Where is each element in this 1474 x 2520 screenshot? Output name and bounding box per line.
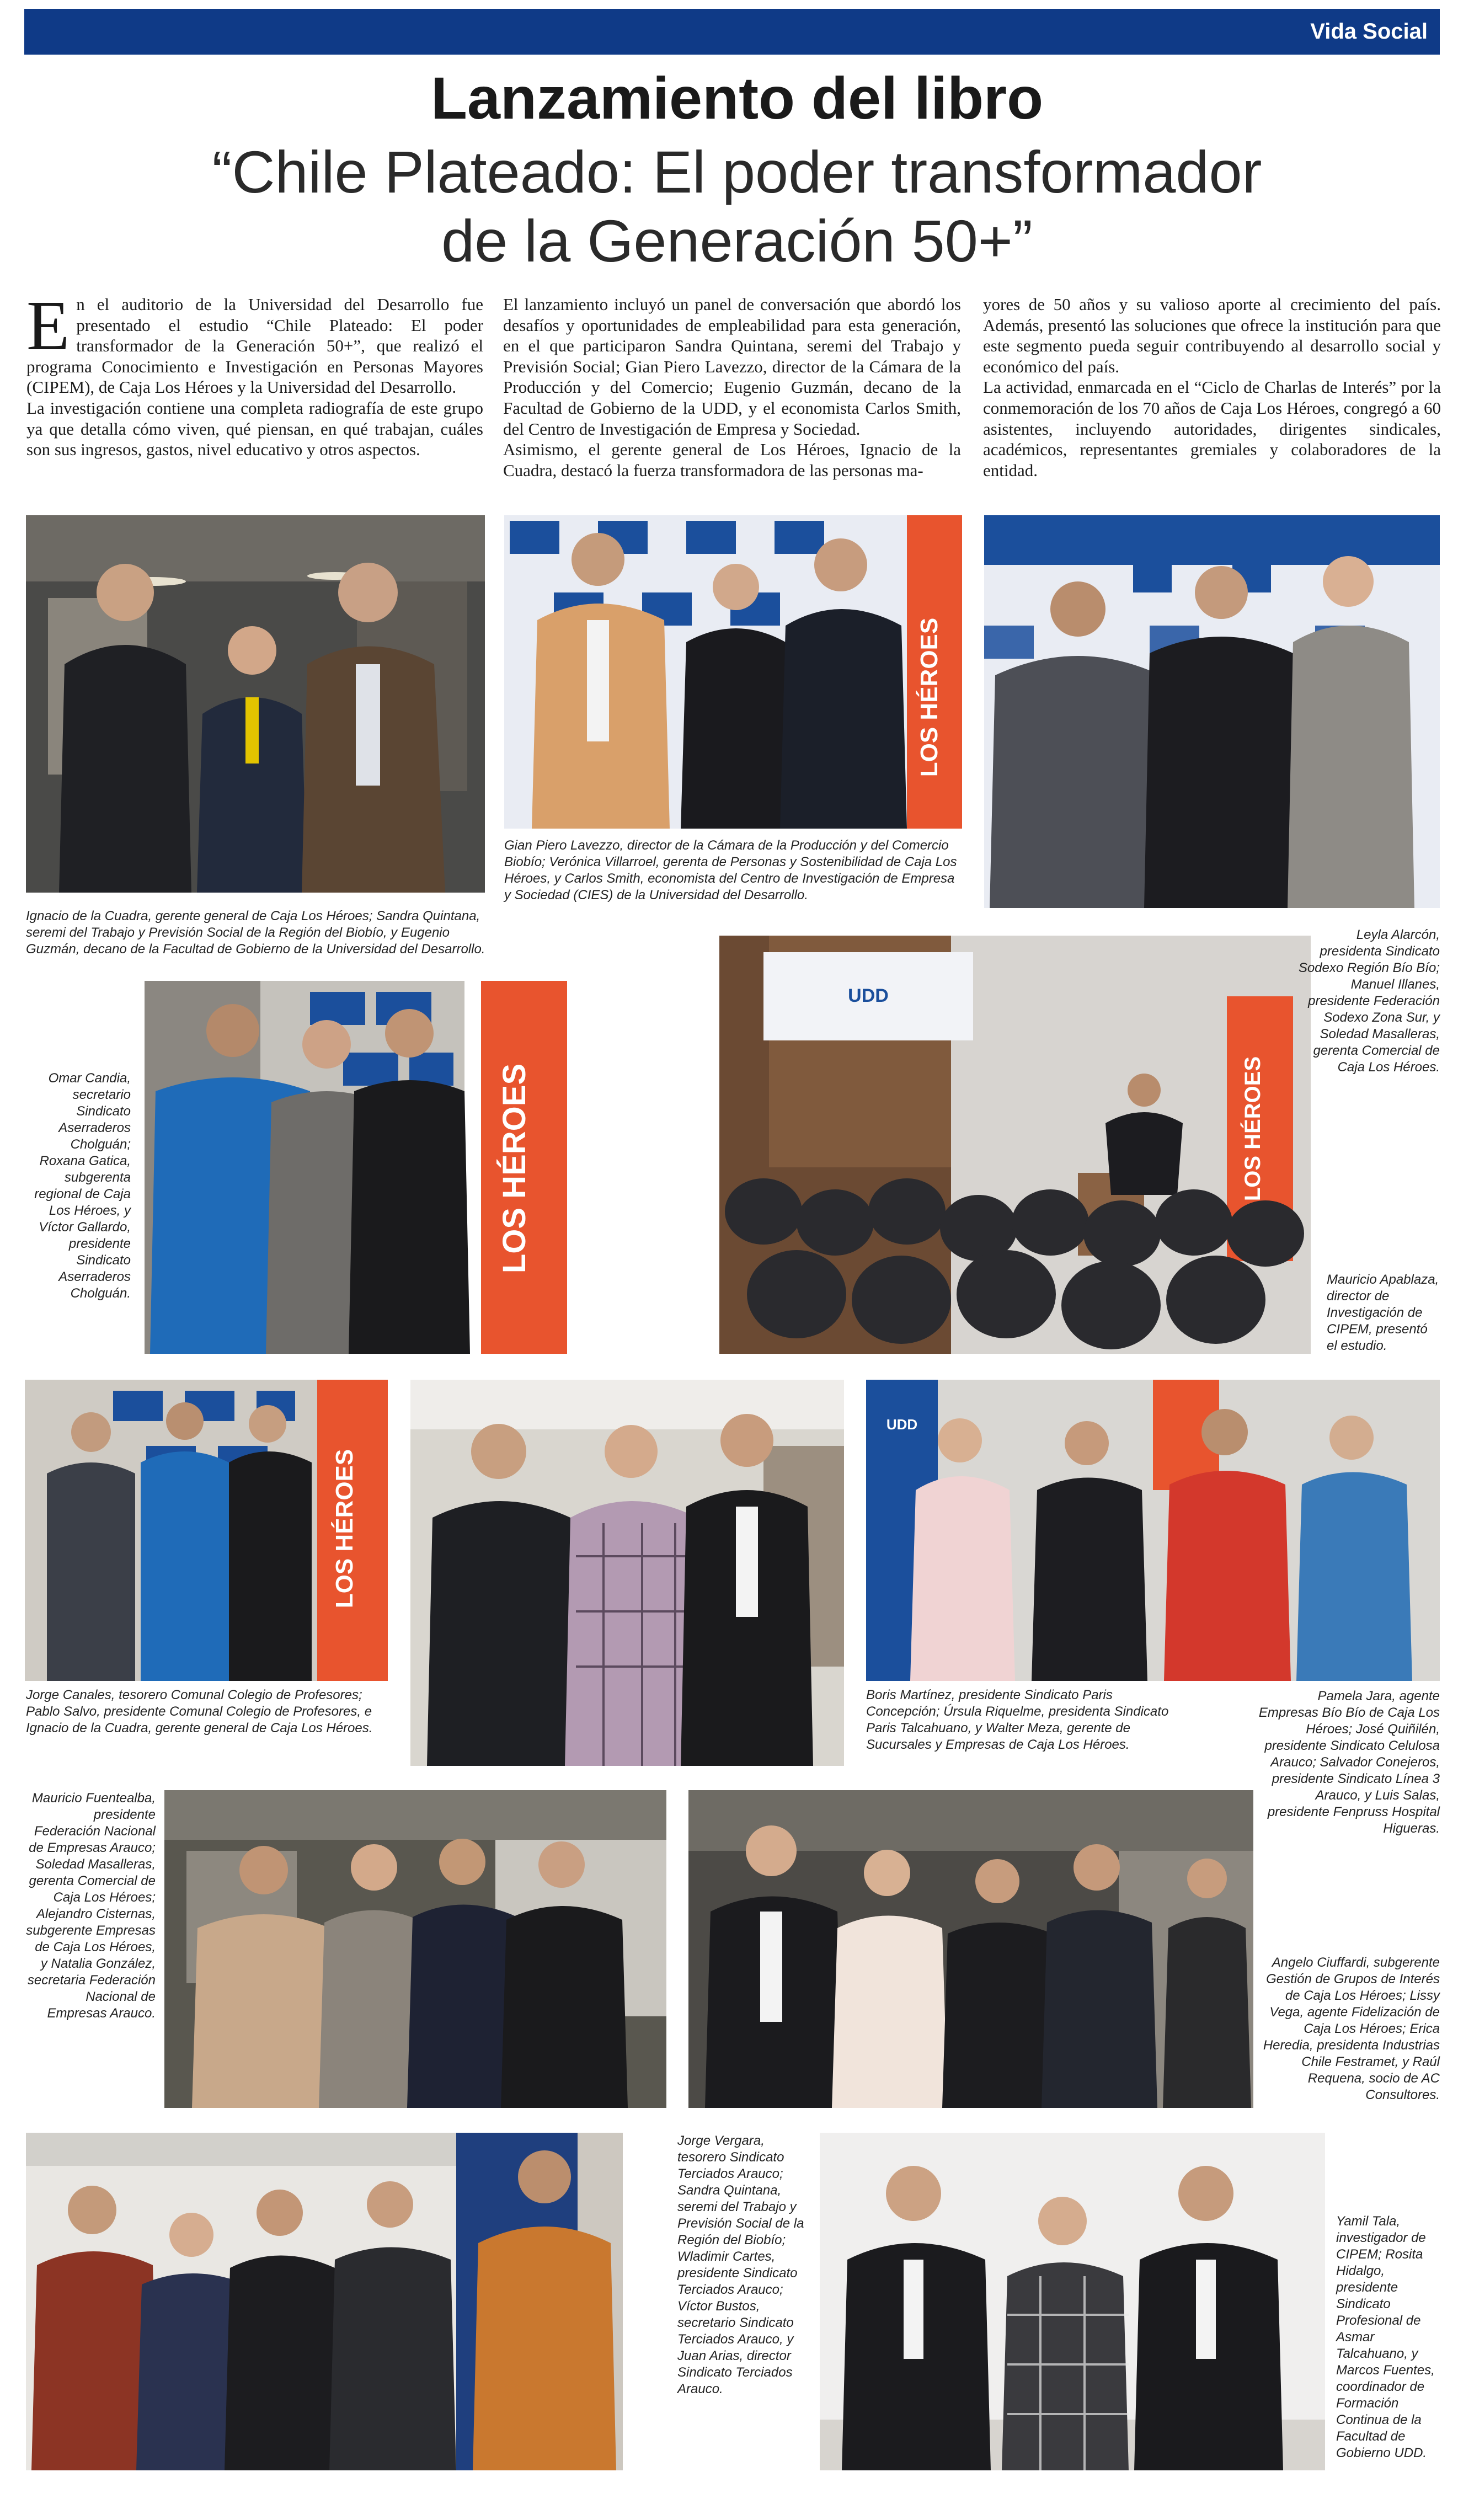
photo-1 [26,515,485,893]
photo-3 [984,515,1440,908]
brand-text: LOS HÉROES [916,617,943,777]
article-paragraph: Asimismo, el gerente general de Los Héroes, Ignacio de la Cuadra, destacó la fuerza transformadora de las personas ma- [503,440,961,480]
article-column-3 [983,294,1441,480]
photo-caption: Mauricio Apablaza, director de Investigación de CIPEM, presentó el estudio. [1327,1272,1439,1353]
photo-5 [719,936,1311,1354]
photo-caption: Yamil Tala, investigador de CIPEM; Rosita Hidalgo, presidente Sindicato Profesional de Asmar Talcahuano, y Marcos Fuentes, coordinador de Formación Continua de la Facultad de Gobierno UDD. [1336,2214,1435,2460]
photo-11 [26,2133,623,2470]
brand-text: LOS HÉROES [331,1449,358,1609]
photo-2 [504,515,962,829]
photo-caption: Gian Piero Lavezzo, director de la Cámara de la Producción y del Comercio Biobío; Verónica Villarroel, gerenta de Personas y Sostenibilidad de Caja Los Héroes, y Carlos Smith, economista del Centro de Investigación de Empresa y Sociedad (CIES) de la Universidad del Desarrollo. [504,838,957,903]
photo-8 [866,1380,1440,1681]
photo-caption: Leyla Alarcón, presidenta Sindicato Sodexo Región Bío Bío; Manuel Illanes, presidente Federación Sodexo Zona Sur, y Soledad Masalleras, gerenta Comercial de Caja Los Héroes. [1298,927,1440,1075]
headline-title: Lanzamiento del libro [430,65,1044,131]
section-label: Vida Social [1310,19,1428,44]
photo-9 [164,1790,666,2108]
article-paragraph: El lanzamiento incluyó un panel de conversación que abordó los desafíos y oportunidades de empleabilidad para esta generación, en el que participaron Sandra Quintana, seremi del Trabajo y Previsión Social; Gian Piero Lavezzo, director de la Cámara de la Producción y del Comercio; Eugenio Guzmán, decano de la Facultad de Gobierno de la UDD, y el economista Carlos Smith, del Centro de Investigación de Empresa y Sociedad. [503,295,961,439]
article-paragraph: La actividad, enmarcada en el “Ciclo de Charlas de Interés” por la conmemoración de los 70 años de Caja Los Héroes, congregó a 60 asistentes, incluyendo autoridades, dirigentes sindicales, académicos, representantes gremiales y colaboradores de la entidad. [983,377,1441,480]
photo-4 [145,981,573,1354]
brand-text: LOS HÉROES [1241,1056,1265,1202]
article-column-1 [26,286,483,460]
article-column-2 [503,294,961,480]
photo-6 [25,1380,388,1681]
photo-caption: Mauricio Fuentealba, presidente Federación Nacional de Empresas Arauco; Soledad Masalleras, gerenta Comercial de Caja Los Héroes; Alejandro Cisternas, subgerente Empresas de Caja Los Héroes, y Natalia González, secretaria Federación Nacional de Empresas Arauco. [26,1791,156,2021]
photo-caption: Jorge Vergara, tesorero Sindicato Terciados Arauco; Sandra Quintana, seremi del Trabajo y Previsión Social de la Región del Biobío; Wladimir Cartes, presidente Sindicato Terciados Arauco; Víctor Bustos, secretario Sindicato Terciados Arauco, y Juan Arias, director Sindicato Terciados Arauco. [677,2133,804,2396]
drop-cap: E [26,286,70,365]
photo-caption: Pamela Jara, agente Empresas Bío Bío de Caja Los Héroes; José Quiñilén, presidente Sindicato Celulosa Arauco; Salvador Conejeros, presidente Sindicato Línea 3 Arauco, y Luis Salas, presidente Fenpruss Hospital Higueras. [1258,1689,1440,1836]
headline-subtitle-line-1: “Chile Plateado: El poder transformador [212,138,1262,205]
section-banner [24,9,1440,55]
article-paragraph: yores de 50 años y su valioso aporte al crecimiento del país. Además, presentó las soluciones que ofrece la institución para que este segmento pueda seguir contribuyendo al desarrollo social y económico del país. [983,295,1441,376]
udd-text: UDD [886,1416,918,1433]
headline-subtitle-line-2: de la Generación 50+” [441,207,1033,274]
photo-caption: Jorge Canales, tesorero Comunal Colegio de Profesores; Pablo Salvo, presidente Comunal Colegio de Profesores, e Ignacio de la Cuadra, gerente general de Caja Los Héroes. [26,1688,373,1736]
photo-caption: Omar Candia, secretario Sindicato Aserraderos Cholguán; Roxana Gatica, subgerenta regional de Caja Los Héroes, y Víctor Gallardo, presidente Sindicato Aserraderos Cholguán. [34,1071,131,1301]
udd-text: UDD [848,985,889,1006]
photo-caption: Boris Martínez, presidente Sindicato Paris Concepción; Úrsula Riquelme, presidenta Sindicato Paris Talcahuano, y Walter Meza, gerente de Sucursales y Empresas de Caja Los Héroes. [866,1688,1169,1752]
article-paragraph: La investigación contiene una completa radiografía de este grupo ya que detalla cómo viven, qué piensan, en qué trabajan, cuáles son sus ingresos, gastos, nivel educativo y otros aspectos. [26,398,483,460]
photo-caption: Angelo Ciuffardi, subgerente Gestión de Grupos de Interés de Caja Los Héroes; Lissy Vega, agente Fidelización de Caja Los Héroes; Erica Heredia, presidenta Industrias Chile Festramet, y Raúl Requena, socio de AC Consultores. [1263,1955,1440,2102]
photo-caption: Ignacio de la Cuadra, gerente general de Caja Los Héroes; Sandra Quintana, seremi del Trabajo y Previsión Social de la Región del Biobío, y Eugenio Guzmán, decano de la Facultad de Gobierno de la Universidad del Desarrollo. [26,909,485,957]
brand-text: LOS HÉROES [496,1063,532,1274]
photo-12 [820,2133,1325,2470]
photo-10 [688,1790,1253,2108]
article-paragraph: n el auditorio de la Universidad del Desarrollo fue presentado el estudio “Chile Plateado: El poder transformador de la Generación 50+”, que realizó el programa Conocimiento e Investigación en Personas Mayores (CIPEM), de Caja Los Héroes y la Universidad del Desarrollo. [26,295,483,397]
photo-7 [410,1380,844,1766]
